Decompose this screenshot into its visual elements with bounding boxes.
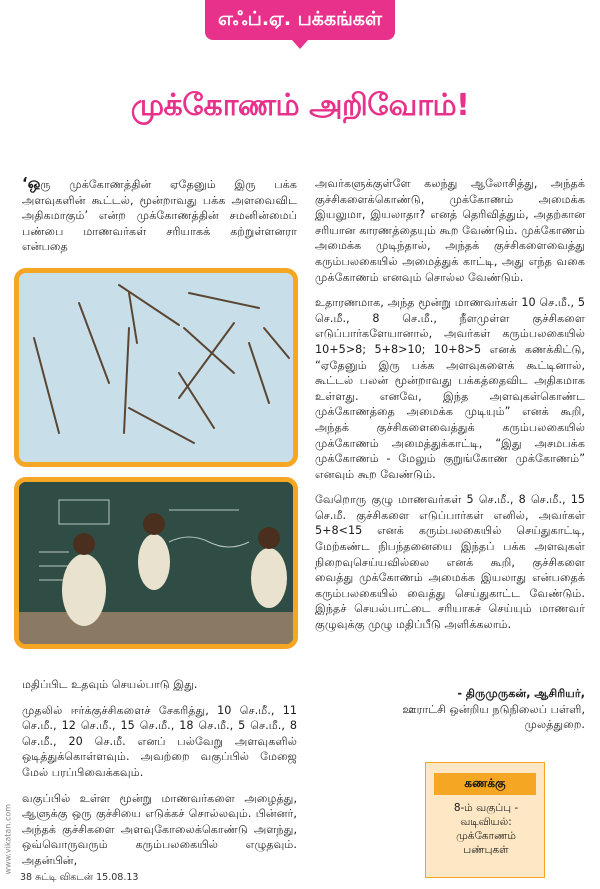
paragraph: முதலில் ஈர்க்குச்சிகளைச் சேகரித்து, 10 செ.மீ., 11 செ.மீ., 12 செ.மீ., 15 செ.மீ., 18 செ.மீ., 5 செ.மீ., 8 செ.மீ., 20 செ.மீ. எனப் பல்வேறு அளவுகளில் ஒடித்துக்கொள்ளவும். அவற்றை வகுப்பில் மேஜை மேல் பரப்பிவைக்கவும். — [22, 703, 297, 779]
paragraph: வகுப்பில் உள்ள மூன்று மாணவர்களை அழைத்து, ஆளுக்கு ஒரு குச்சியை எடுக்கச் சொல்லவும். பின்னர், அந்தக் குச்சிகளை அளவுகோலைக்கொண்டு அளந்து, ஒவ்வொருவரும் கரும்பலகையில் எழுதவும். அதன்பின், — [22, 791, 297, 867]
classroom-photo — [14, 477, 298, 649]
author-school: ஊராட்சி ஒன்றிய நடுநிலைப் பள்ளி, — [402, 702, 585, 716]
intro-dropcap: ‘ஒ — [22, 174, 41, 192]
paragraph: மதிப்பிட உதவும் செயல்பாடு இது. — [22, 678, 198, 691]
paragraph: அவர்களுக்குள்ளே கலந்து ஆலோசித்து, அந்தக் குச்சிகளைக்கொண்டு, முக்கோணம் அமைக்க இயலுமா, இயலாதா? எனத் தெரிவித்தும், அதற்கான சரியான காரணத்தையும் கூற வேண்டும். முக்கோணம் அமைக்க முடிந்தால், அந்தக் குச்சிகளைவைத்து கரும்பலகையில் அமைத்துக் காட்டி, அது எந்த வகை முக்கோணம் எனவும் சொல்ல வேண்டும். — [315, 177, 585, 284]
author-place: முலத்துறை. — [524, 718, 585, 732]
classroom-illustration — [19, 482, 293, 644]
sidebar-body — [438, 801, 534, 857]
sidebar-chapter: வடிவியல்: — [460, 816, 512, 828]
section-tab-pointer — [292, 40, 308, 49]
author-signature — [315, 686, 585, 733]
left-column-text — [22, 677, 297, 879]
subject-sidebar — [425, 762, 545, 878]
sticks-photo — [14, 268, 298, 467]
intro-text: ரு முக்கோணத்தின் ஏதேனும் இரு பக்க அளவுகளின் கூட்டல், மூன்றாவது பக்க அளவைவிட அதிகமாகும்’ என்ற முக்கோணத்தின் சமனின்மைப் பண்பை மாணவர்கள் சரியாகக் கற்றுள்ளனரா என்பதை — [22, 178, 297, 254]
paragraph: வேறொரு குழு மாணவர்கள் 5 செ.மீ., 8 செ.மீ., 15 செ.மீ. குச்சிகளை எடுப்பார்கள் எனில், அவர்கள் 5+8<15 எனக் கரும்பலகையில் செய்துகாட்டி, மேற்கண்ட நிபந்தனையை இந்தப் பக்க அளவுகள் நிறைவுசெய்யவில்லை எனக் கூறி, குச்சிகளை வைத்து முக்கோணம் அமைக்க இயலாது என்பதைக் கரும்பலகையில் வைத்து செய்துகாட்ட வேண்டும். இந்தச் செயல்பாட்டை சரியாகச் செய்யும் மாணவர் குழுவுக்கு முழு மதிப்பீடு அளிக்கலாம். — [315, 493, 585, 632]
page-footer: 38 சுட்டி விகடன் 15.08.13 — [20, 872, 139, 883]
paragraph: உதாரணமாக, அந்த மூன்று மாணவர்கள் 10 செ.மீ., 5 செ.மீ., 8 செ.மீ., நீளமுள்ள குச்சிகளை எடுப்பார்களேயானால், அவர்கள் கரும்பலகையில் 10+5>8; 5+8>10; 10+8>5 எனக் கணக்கிட்டு, “ஏதேனும் இரு பக்க அளவுகளைக் கூட்டினால், கூட்டல் பலன் மூன்றாவது பக்கத்தைவிட அதிகமாக உள்ளது. எனவே, இந்த அளவுகள்கொண்ட முக்கோணத்தை அமைக்க முடியும்” எனக் கூறி, அந்தக் குச்சிகளைவைத்துக் கரும்பலகையில் முக்கோணம் அமைத்துக்காட்டி, “இது அசமபக்க முக்கோணம் - மேலும் குறுங்கோண முக்கோணம்” எனவும் கூற வேண்டும். — [315, 296, 585, 481]
sidebar-topic: முக்கோணம் பண்புகள் — [456, 830, 516, 856]
article-title: முக்கோணம் அறிவோம்! — [130, 88, 470, 123]
section-tab — [205, 0, 395, 40]
section-tab-label: எஃப்.ஏ. பக்கங்கள் — [217, 7, 383, 30]
intro-paragraph — [22, 176, 297, 255]
right-column-text — [315, 176, 585, 643]
sidebar-grade: 8-ம் வகுப்பு - — [453, 802, 519, 814]
website-label-text: www.vikatan.com — [3, 803, 13, 875]
sticks-illustration — [19, 273, 293, 462]
sidebar-heading: கணக்கு — [434, 773, 536, 795]
author-name: - திருமுருகன், ஆசிரியர், — [457, 687, 585, 700]
website-side-label — [0, 780, 12, 880]
